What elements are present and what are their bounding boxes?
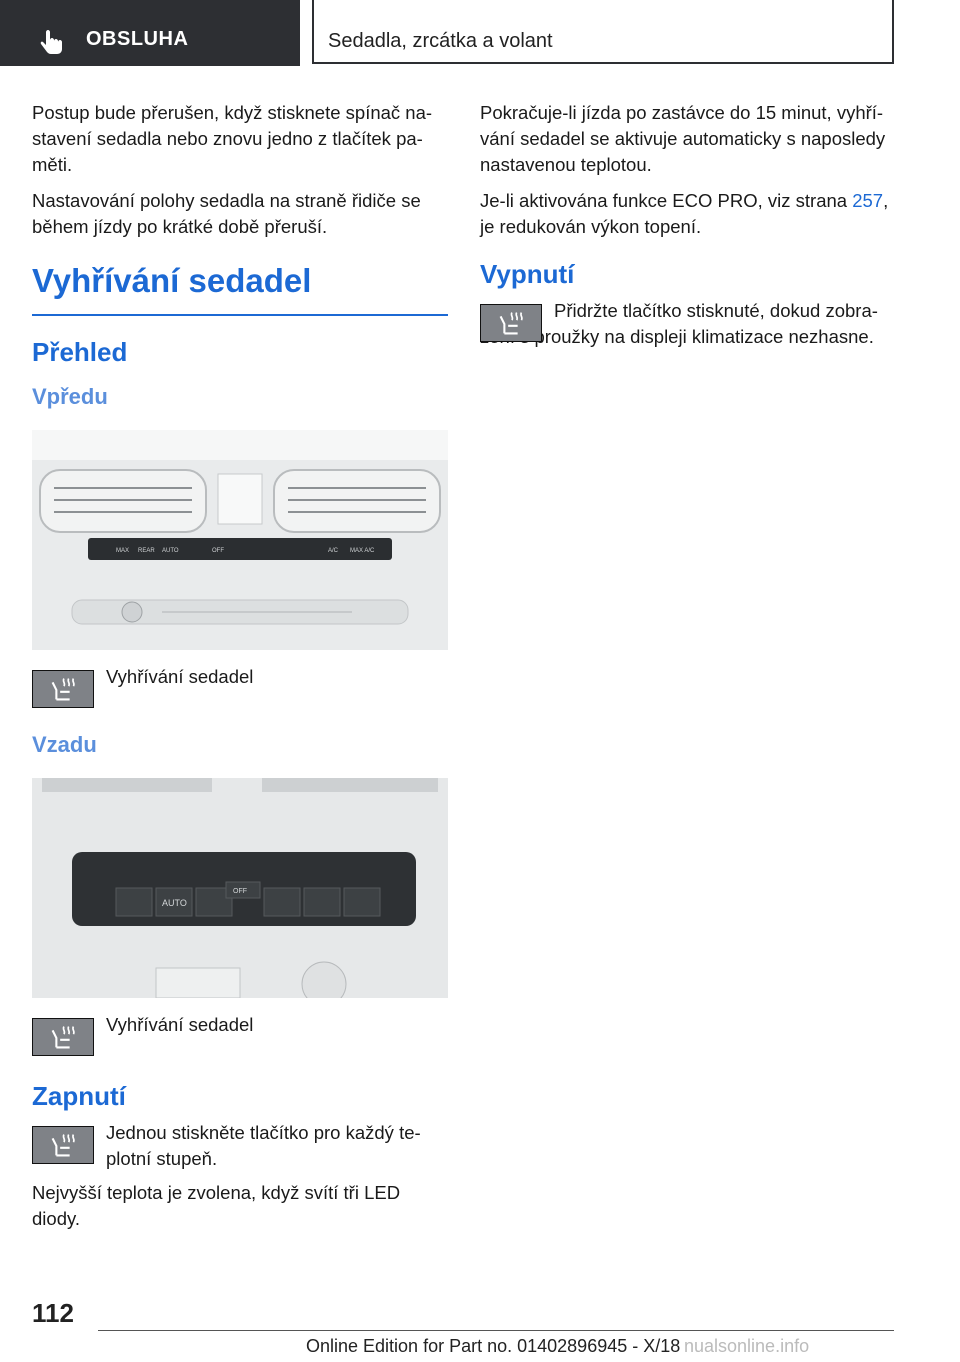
text-run: Je-li aktivována funkce ECO PRO, viz strana <box>480 190 853 211</box>
paragraph-eco-pro <box>480 188 896 240</box>
caption: Vyhřívání sedadel <box>106 1014 254 1035</box>
edition-text: Online Edition for Part no. 01402896945 - X/18 <box>306 1336 681 1356</box>
front-button-label: MAX A/C <box>350 548 375 554</box>
front-heading: Vpředu <box>32 384 108 409</box>
front-climate-panel-photo <box>32 430 448 650</box>
switch-on-instruction <box>32 1120 448 1172</box>
switch-off-instruction <box>480 298 896 350</box>
hand-pointer-icon <box>36 28 66 58</box>
rear-button-label: AUTO <box>162 898 187 908</box>
front-button-label: OFF <box>212 548 224 554</box>
seat-heating-icon <box>32 670 94 708</box>
footer-divider <box>98 1330 894 1331</box>
seat-heating-icon <box>480 304 542 342</box>
section-tab <box>0 0 300 66</box>
text-run: , je redukován výkon topení. <box>480 190 889 237</box>
page-number: 112 <box>32 1298 74 1328</box>
caption: Vyhřívání sedadel <box>106 666 254 687</box>
rear-button-label: OFF <box>233 888 247 895</box>
paragraph: Nejvyšší teplota je zvolena, když svítí tři LED diody. <box>32 1182 401 1229</box>
seat-heating-icon <box>32 1126 94 1164</box>
front-button-label: A/C <box>328 548 339 554</box>
chapter-title: Sedadla, zrcátka a volant <box>328 30 553 52</box>
page-link[interactable]: 257 <box>852 190 884 211</box>
left-column <box>32 100 448 1242</box>
front-button-label: AUTO <box>162 548 179 554</box>
paragraph: Nastavování polohy sedadla na straně řidiče se během jízdy po krátké době přeruší. <box>32 190 421 237</box>
paragraph: Pokračuje-li jízda po zastávce do 15 minut, vyhřívání sedadel se aktivuje automaticky s naposledy nastavenou teplotou. <box>480 102 886 175</box>
front-seat-heating-caption <box>32 664 448 708</box>
paragraph: Postup bude přerušen, když stisknete spínač nastavení sedadla nebo znovu jedno z tlačítek paměti. <box>32 102 433 175</box>
watermark: nualsonline.info <box>684 1336 810 1356</box>
rear-climate-panel-photo <box>32 778 448 998</box>
chapter-header <box>312 0 894 64</box>
subsection-heading: Přehled <box>32 337 128 367</box>
section-label: OBSLUHA <box>86 28 189 50</box>
front-button-label: MAX <box>116 548 130 554</box>
rear-seat-heating-caption <box>32 1012 448 1056</box>
switch-on-heading: Zapnutí <box>32 1081 126 1111</box>
rear-heading: Vzadu <box>32 732 97 757</box>
section-heading: Vyhřívání sedadel <box>32 260 448 316</box>
instruction-text: Jednou stiskněte tlačítko pro každý teplotní stupeň. <box>106 1122 421 1169</box>
switch-off-heading: Vypnutí <box>480 259 575 289</box>
instruction-text: Přidržte tlačítko stisknuté, dokud zobrazení s proužky na displeji klimatizace nezhasne. <box>480 300 878 347</box>
front-button-label: REAR <box>138 548 155 554</box>
right-column <box>480 100 896 350</box>
seat-heating-icon <box>32 1018 94 1056</box>
